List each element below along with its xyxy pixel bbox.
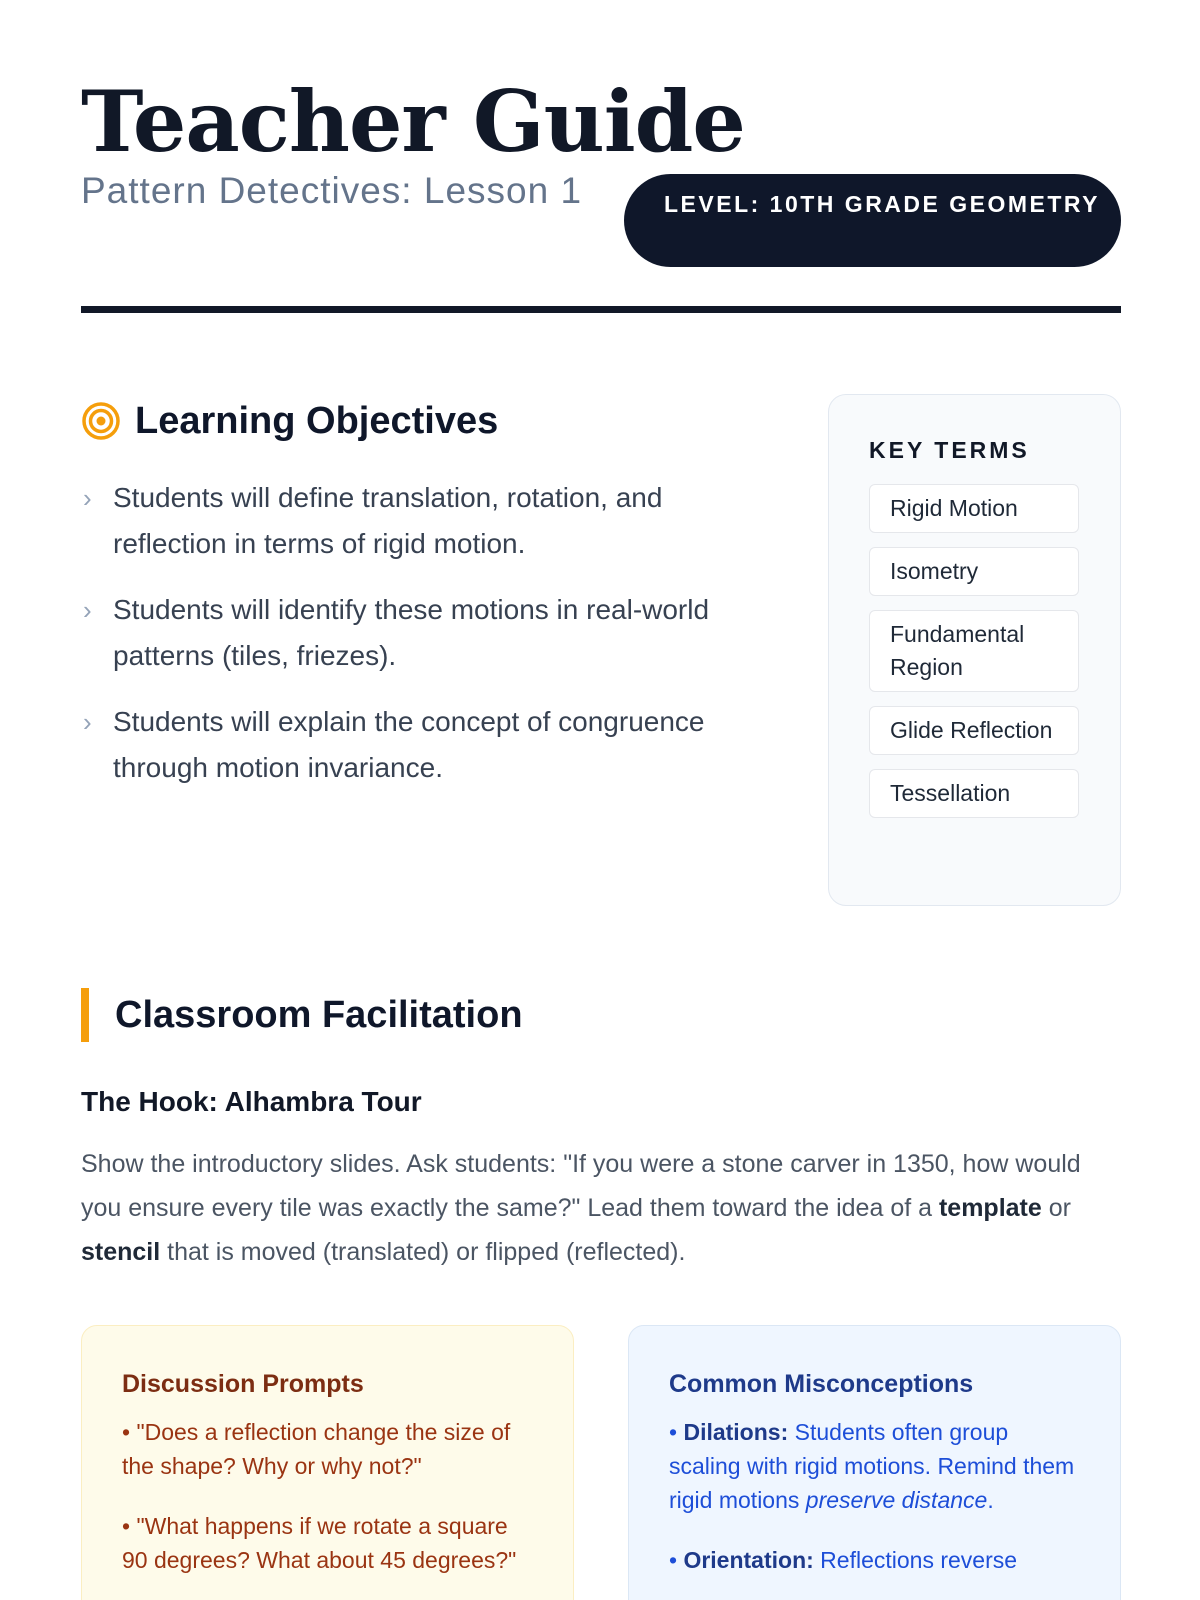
misconceptions-list (669, 1415, 1080, 1577)
chevron-right-icon: › (83, 707, 92, 737)
key-term: Fundamental Region (869, 610, 1079, 692)
misconception-term: Dilations: (683, 1419, 789, 1445)
key-term: Glide Reflection (869, 706, 1079, 755)
key-terms-heading: KEY TERMS (869, 437, 1030, 463)
discussion-prompts-list (122, 1415, 533, 1577)
discussion-prompts-card (81, 1325, 574, 1600)
key-term: Rigid Motion (869, 484, 1079, 533)
objectives-title: Learning Objectives (135, 399, 499, 442)
chevron-right-icon: › (83, 595, 92, 625)
misconceptions-card (628, 1325, 1121, 1600)
misconception-item: • Orientation: Reflections reverse (669, 1547, 1018, 1573)
misconception-text: Reflections reverse (813, 1547, 1018, 1573)
level-badge: LEVEL: 10TH GRADE GEOMETRY (624, 174, 1121, 267)
misconception-emphasis: preserve distance (805, 1487, 988, 1513)
hook-bold-stencil: stencil (81, 1238, 161, 1266)
objective-item (81, 475, 761, 567)
facilitation-header (81, 988, 523, 1042)
misconception-term: Orientation: (683, 1547, 814, 1573)
page-title: Teacher Guide (81, 72, 745, 171)
discussion-prompt: • "What happens if we rotate a square 90 degrees? What about 45 degrees?" (122, 1513, 517, 1573)
hook-title: The Hook: Alhambra Tour (81, 1086, 422, 1117)
objectives-header (81, 397, 498, 445)
hook-text-part: that is moved (translated) or flipped (reflected). (160, 1238, 686, 1266)
teacher-guide-page (81, 0, 1121, 1600)
hook-bold-template: template (938, 1194, 1042, 1222)
misconception-text: . (987, 1487, 994, 1513)
discussion-prompt-text: "What happens if we rotate a square 90 degrees? What about 45 degrees?" (122, 1513, 517, 1573)
key-terms-list (869, 484, 1080, 818)
hook-text (81, 1142, 1121, 1274)
page-subtitle: Pattern Detectives: Lesson 1 (81, 170, 583, 211)
hook-text-part: Show the introductory slides. Ask students: "If you were a stone carver in 1350, how would you ensure every tile was exactly the same?" Lead them toward the idea of a (81, 1150, 1081, 1222)
objective-item (81, 587, 761, 679)
misconceptions-title: Common Misconceptions (669, 1370, 974, 1398)
objective-item (81, 699, 761, 791)
discussion-prompt: • "Does a reflection change the size of the shape? Why or why not?" (122, 1419, 511, 1479)
discussion-prompts-title: Discussion Prompts (122, 1370, 364, 1398)
facilitation-title: Classroom Facilitation (115, 993, 523, 1036)
key-term: Tessellation (869, 769, 1079, 818)
misconception-item: • Dilations: Students often group scaling with rigid motions. Remind them rigid motions preserve distance. (669, 1419, 1075, 1513)
header-divider (81, 306, 1121, 313)
objective-text: Students will identify these motions in real-world patterns (tiles, friezes). (113, 594, 710, 671)
objective-text: Students will explain the concept of congruence through motion invariance. (113, 706, 705, 783)
hook-text-part: or (1041, 1194, 1071, 1222)
target-icon (81, 401, 121, 441)
key-term: Isometry (869, 547, 1079, 596)
misconception-text: Students often group scaling with rigid motions. Remind them rigid motions (669, 1419, 1075, 1513)
discussion-prompt-text: "Does a reflection change the size of the shape? Why or why not?" (122, 1419, 511, 1479)
key-terms-card (828, 394, 1121, 906)
chevron-right-icon: › (83, 483, 92, 513)
objectives-list (81, 475, 761, 811)
objective-text: Students will define translation, rotation, and reflection in terms of rigid motion. (113, 482, 663, 559)
